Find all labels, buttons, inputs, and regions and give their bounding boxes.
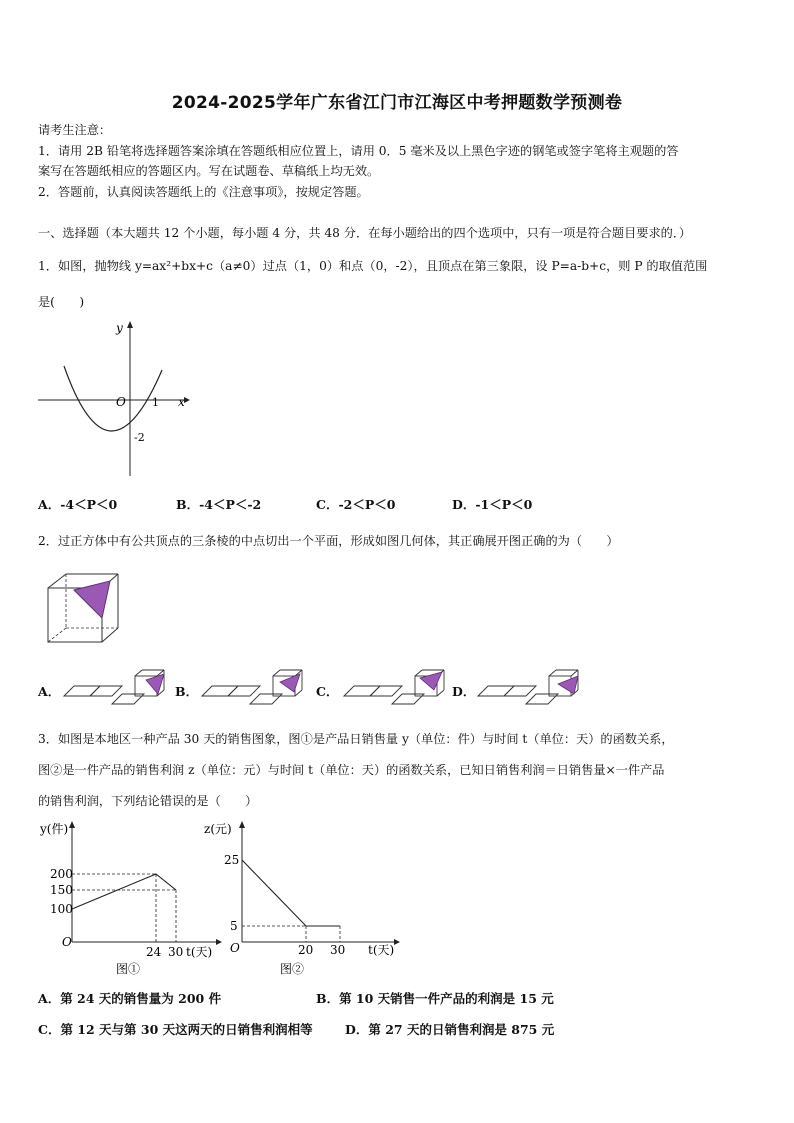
fig2-x-tick-30: 30 xyxy=(330,943,346,957)
question-3-option-a[interactable]: A．第 24 天的销售量为 200 件 xyxy=(38,991,222,1006)
question-3-stem-line-3: 的销售利润，下列结论错误的是（ ） xyxy=(38,794,258,808)
question-1-option-a[interactable]: A．-4＜P＜0 xyxy=(38,497,118,512)
question-2-cube-figure xyxy=(44,570,122,646)
fig2-origin: O xyxy=(230,941,240,955)
fig1-y-tick-100: 100 xyxy=(50,902,73,916)
question-3-stem-line-2: 图②是一件产品的销售利润 z（单位：元）与时间 t（单位：天）的函数关系，已知日销售利润＝日销售量×一件产品 xyxy=(38,763,665,777)
question-3-option-d[interactable]: D．第 27 天的日销售利润是 875 元 xyxy=(345,1022,555,1037)
x-tick-1: 1 xyxy=(152,396,159,409)
fig2-y-tick-5: 5 xyxy=(230,919,238,933)
question-1-stem-line-2: 是( ) xyxy=(38,295,85,309)
origin-label: O xyxy=(116,395,126,409)
fig1-sales-line xyxy=(72,874,176,909)
notice-item-1-line-1: 1．请用 2B 铅笔将选择题答案涂填在答题纸相应位置上，请用 0．5 毫米及以上黑色字迹的钢笔或签字笔将主观题的答 xyxy=(38,144,679,158)
fig2-y-label: z(元) xyxy=(204,822,232,836)
cut-triangle-face xyxy=(74,581,110,618)
question-3-option-c[interactable]: C．第 12 天与第 30 天这两天的日销售利润相等 xyxy=(38,1022,313,1037)
question-1-stem-line-1: 1．如图，抛物线 y=ax²+bx+c（a≠0）过点（1，0）和点（0，-2），且顶点在第三象限，设 P=a-b+c，则 P 的取值范围 xyxy=(38,259,708,273)
fig1-y-tick-200: 200 xyxy=(50,867,73,881)
x-axis-arrow xyxy=(184,397,190,403)
notice-item-1-line-2: 案写在答题纸相应的答题区内。写在试题卷、草稿纸上均无效。 xyxy=(38,164,380,178)
notice-item-2: 2．答题前，认真阅读答题纸上的《注意事项》，按规定答题。 xyxy=(38,185,369,199)
parabola-curve xyxy=(64,366,162,431)
question-1-parabola-graph xyxy=(34,316,194,478)
fig1-x-label: t(天) xyxy=(186,945,213,959)
question-2-net-b[interactable] xyxy=(198,666,308,706)
notice-heading: 请考生注意： xyxy=(38,123,112,137)
question-3-figure-2 xyxy=(198,816,408,978)
question-3-stem-line-1: 3．如图是本地区一种产品 30 天的销售图象，图①是产品日销售量 y（单位：件）与时间 t（单位：天）的函数关系， xyxy=(38,732,674,746)
fig2-caption: 图② xyxy=(280,962,305,976)
x-axis-label: x xyxy=(178,395,185,409)
fig2-y-tick-25: 25 xyxy=(224,853,240,867)
question-3-option-b[interactable]: B．第 10 天销售一件产品的利润是 15 元 xyxy=(316,991,554,1006)
question-1-option-c[interactable]: C．-2＜P＜0 xyxy=(316,497,396,512)
fig1-y-label: y(件) xyxy=(40,822,69,836)
fig2-profit-line xyxy=(242,860,340,926)
question-2-net-c[interactable] xyxy=(340,666,450,706)
fig1-y-tick-150: 150 xyxy=(50,883,73,897)
question-2-net-a[interactable] xyxy=(60,666,170,706)
fig1-x-tick-30: 30 xyxy=(168,945,184,959)
question-2-stem: 2．过正方体中有公共顶点的三条棱的中点切出一个平面，形成如图几何体，其正确展开图正确的为（ ） xyxy=(38,534,619,548)
question-1-option-b[interactable]: B．-4＜P＜-2 xyxy=(176,497,262,512)
y-axis-arrow xyxy=(127,321,133,328)
y-tick-minus-2: -2 xyxy=(134,431,145,444)
question-1-option-d[interactable]: D．-1＜P＜0 xyxy=(452,497,533,512)
fig1-x-tick-24: 24 xyxy=(146,945,162,959)
y-axis-label: y xyxy=(116,321,123,335)
question-2-net-d[interactable] xyxy=(474,666,584,706)
fig1-origin: O xyxy=(62,935,72,949)
question-2-option-a[interactable]: A． xyxy=(38,684,61,699)
fig1-caption: 图① xyxy=(116,962,141,976)
fig2-x-label: t(天) xyxy=(368,943,395,957)
question-2-option-b[interactable]: B． xyxy=(175,684,199,699)
fig2-x-tick-20: 20 xyxy=(298,943,314,957)
page-title: 2024-2025学年广东省江门市江海区中考押题数学预测卷 xyxy=(171,93,623,113)
section-heading: 一、选择题（本大题共 12 个小题，每小题 4 分，共 48 分．在每小题给出的四个选项中，只有一项是符合题目要求的．） xyxy=(38,226,692,240)
question-2-option-d[interactable]: D． xyxy=(452,684,476,699)
question-2-option-c[interactable]: C． xyxy=(316,684,339,699)
